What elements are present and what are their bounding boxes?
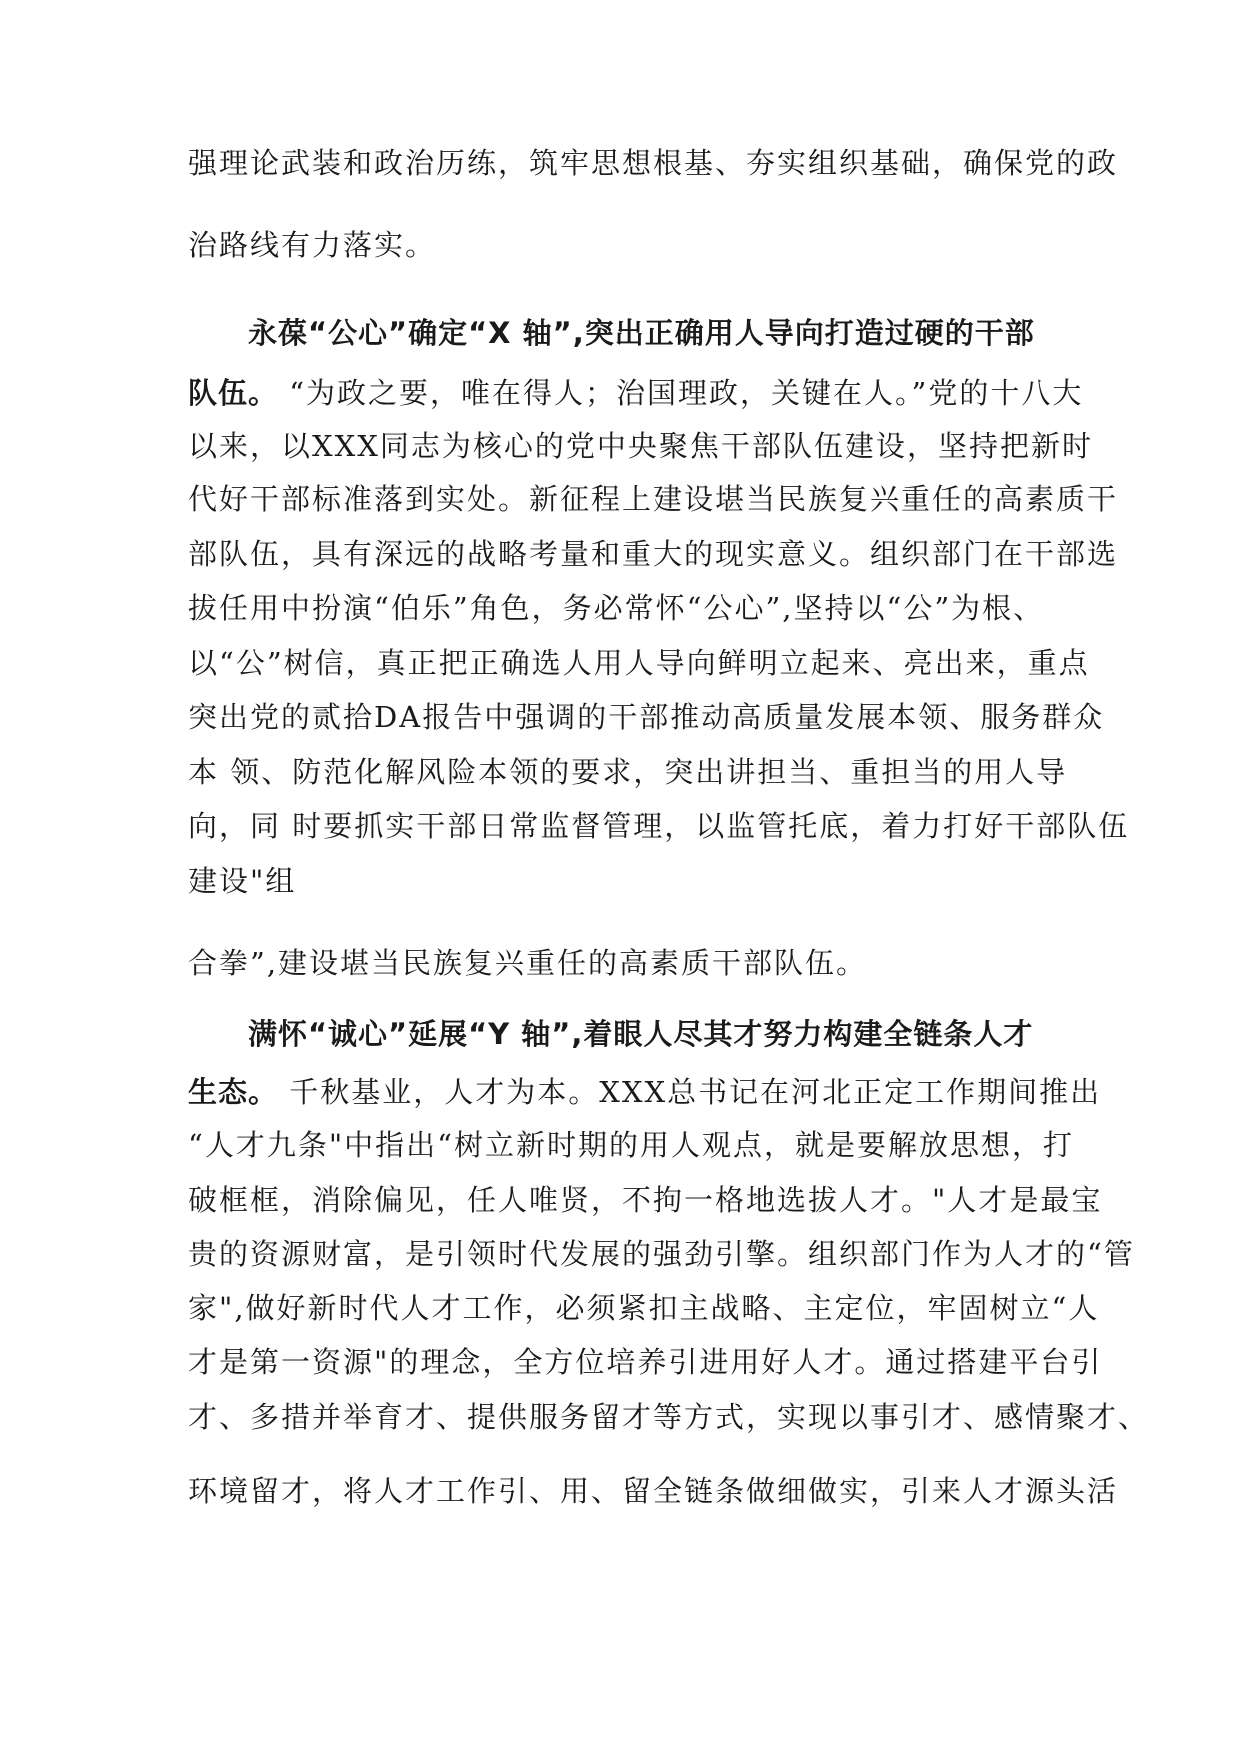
section-heading-y-axis: 满怀“诚心”延展“Y 轴”,着眼人尽其才努力构建全链条人才 (248, 1017, 1034, 1051)
body-line: 家",做好新时代人才工作，必须紧扣主战略、主定位，牢固树立“人 (188, 1291, 1100, 1325)
section-heading-y-axis-end: 生态。 (188, 1075, 279, 1109)
body-line: 部队伍，具有深远的战略考量和重大的现实意义。组织部门在干部选 (188, 537, 1119, 571)
section-heading-x-axis: 永葆“公心”确定“X 轴”,突出正确用人导向打造过硬的干部 (248, 316, 1035, 350)
body-line: 队伍。 “为政之要，唯在得人；治国理政，关键在人。”党的十八大 (188, 376, 1084, 410)
body-line: 以“公”树信，真正把正确选人用人导向鲜明立起来、亮出来，重点 (188, 646, 1090, 680)
body-line: 突出党的贰拾DA报告中强调的干部推动高质量发展本领、服务群众 (188, 700, 1105, 734)
body-line: 拔任用中扮演“伯乐”角色，务必常怀“公心”,坚持以“公”为根、 (188, 591, 1045, 625)
body-line: 代好干部标准落到实处。新征程上建设堪当民族复兴重任的高素质干 (188, 482, 1119, 516)
body-line: 合拳”,建设堪当民族复兴重任的高素质干部队伍。 (188, 946, 868, 980)
body-line: 以来，以XXX同志为核心的党中央聚焦干部队伍建设，坚持把新时 (188, 429, 1093, 463)
body-line: 建设"组 (188, 864, 297, 898)
body-line: “人才九条"中指出“树立新时期的用人观点，就是要解放思想，打 (188, 1128, 1074, 1162)
body-line: 本 领、防范化解风险本领的要求，突出讲担当、重担当的用人导 (188, 755, 1068, 789)
body-line: 生态。 千秋基业，人才为本。XXX总书记在河北正定工作期间推出 (188, 1075, 1102, 1109)
body-line: 破框框，消除偏见，任人唯贤，不拘一格地选拔人才。"人才是最宝 (188, 1183, 1103, 1217)
body-line: 强理论武装和政治历练，筑牢思想根基、夯实组织基础，确保党的政 (188, 146, 1119, 180)
body-line: 贵的资源财富，是引领时代发展的强劲引擎。组织部门作为人才的“管 (188, 1237, 1135, 1271)
body-line: 治路线有力落实。 (188, 228, 437, 262)
body-line: 才是第一资源"的理念，全方位培养引进用好人才。通过搭建平台引 (188, 1345, 1103, 1379)
section-heading-x-axis-end: 队伍。 (188, 376, 279, 410)
body-line: 才、多措并举育才、提供服务留才等方式，实现以事引才、感情聚才、 (188, 1400, 1150, 1434)
body-line: 环境留才，将人才工作引、用、留全链条做细做实，引来人才源头活 (188, 1474, 1119, 1508)
body-line: 向，同 时要抓实干部日常监督管理，以监管托底，着力打好干部队伍 (188, 809, 1130, 843)
